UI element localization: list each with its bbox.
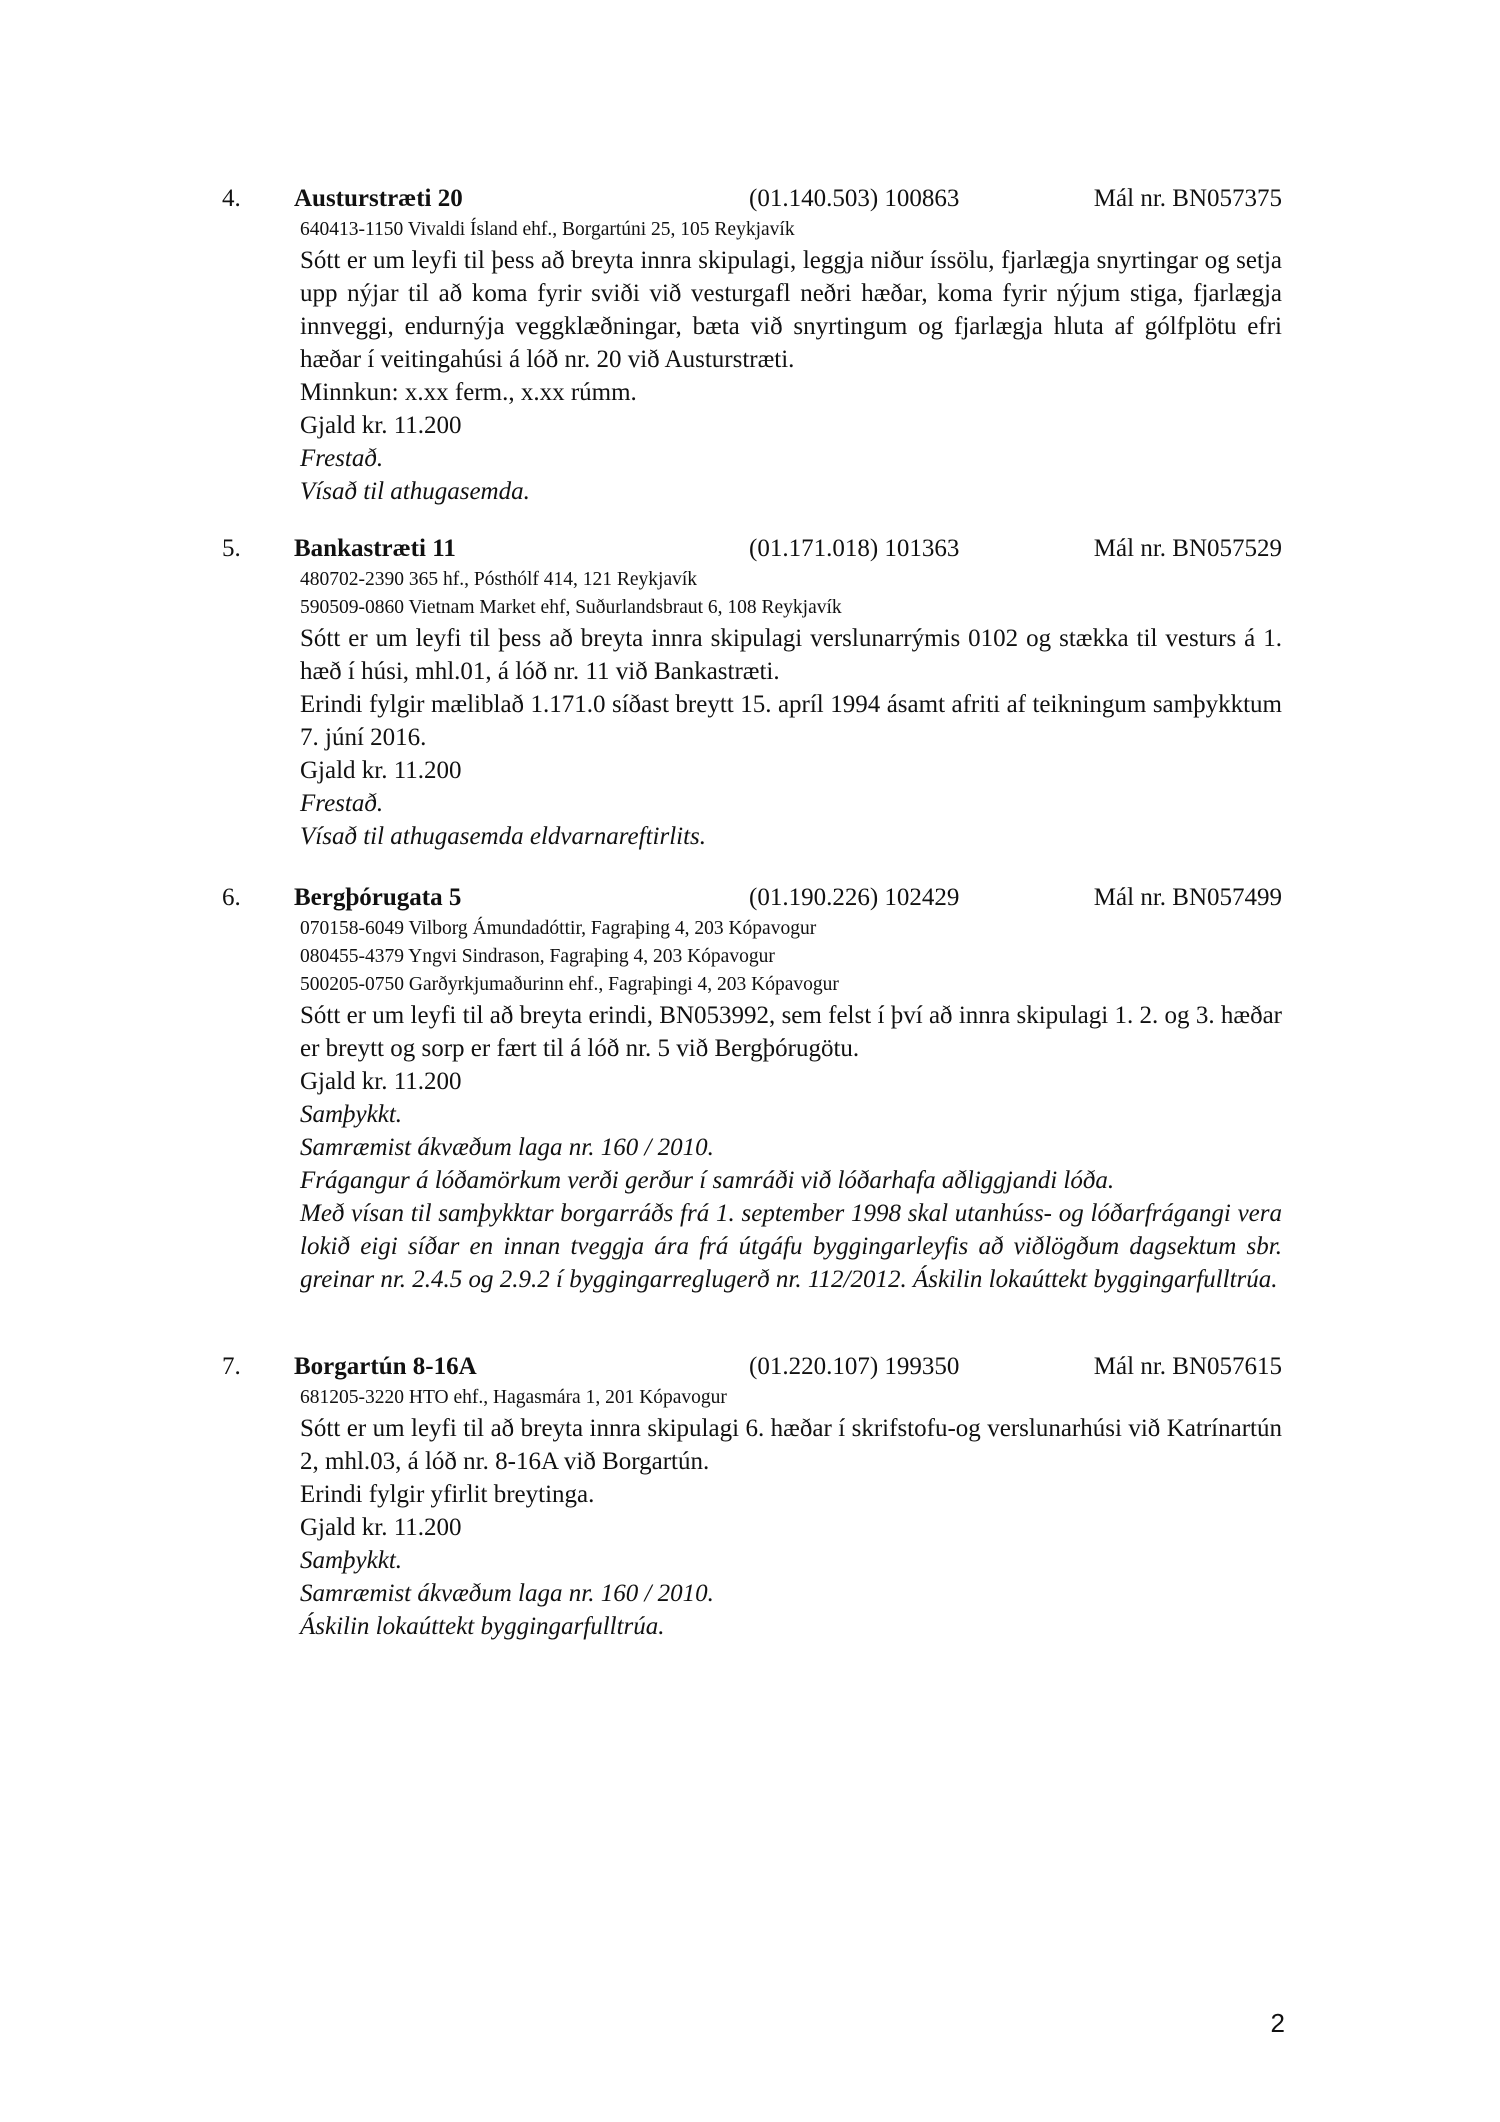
case-note: Erindi fylgir mæliblað 1.171.0 síðast breytt 15. apríl 1994 ásamt afriti af teikningum samþykktum 7. júní 2016. [300,691,1282,751]
case-id: Mál nr. BN057615 [1093,1353,1282,1380]
case-description: Sótt er um leyfi til að breyta innra skipulagi 6. hæðar í skrifstofu-og verslunarhúsi við Katrínartún 2, mhl.03, á lóð nr. 8-16A við Borgartún. [300,1415,1282,1475]
case-note: Erindi fylgir yfirlit breytinga. [300,1481,595,1508]
case-decision: Áskilin lokaúttekt byggingarfulltrúa. [300,1613,665,1640]
case-number: 7. [222,1353,241,1380]
case-fee: Gjald kr. 11.200 [300,412,462,439]
case-decision: Vísað til athugasemda. [300,478,530,505]
case-body [300,216,1282,508]
applicant-line: 640413-1150 Vivaldi Ísland ehf., Borgartúni 25, 105 Reykjavík [300,219,795,240]
case-decision: Frestað. [300,445,384,472]
case-decision: Vísað til athugasemda eldvarnareftirlits. [300,823,707,850]
applicant-line: 500205-0750 Garðyrkjumaðurinn ehf., Fagraþingi 4, 203 Kópavogur [300,974,839,995]
case-fee: Gjald kr. 11.200 [300,1514,462,1541]
case-description: Sótt er um leyfi til þess að breyta innra skipulagi, leggja niður íssölu, fjarlægja snyrtingar og setja upp nýjar til að koma fyrir sviði við vesturgafl neðri hæðar, koma fyrir nýjum stiga, fjarlægja innveggi, endurnýja veggklæðningar, bæta við snyrtingum og fjarlægja hluta af gólfplötu efri hæðar í veitingahúsi á lóð nr. 20 við Austurstræti. [300,247,1282,373]
case-header [222,881,1282,915]
case-decision: Frestað. [300,790,384,817]
applicant-line: 480702-2390 365 hf., Pósthólf 414, 121 Reykjavík [300,569,698,590]
case-id: Mál nr. BN057499 [1093,884,1282,911]
case-entry [222,182,1282,508]
case-body [300,915,1282,1296]
case-street: Bankastræti 11 [294,535,456,562]
applicant-line: 681205-3220 HTO ehf., Hagasmára 1, 201 Kópavogur [300,1387,727,1408]
applicant-line: 590509-0860 Vietnam Market ehf, Suðurlandsbraut 6, 108 Reykjavík [300,597,842,618]
case-fee: Gjald kr. 11.200 [300,1068,462,1095]
case-body [300,1384,1282,1643]
case-decision: Samræmist ákvæðum laga nr. 160 / 2010. [300,1580,714,1607]
case-header [222,532,1282,566]
case-entry [222,1350,1282,1643]
case-decision: Frágangur á lóðamörkum verði gerður í samráði við lóðarhafa aðliggjandi lóða. [300,1167,1115,1194]
case-street: Austurstræti 20 [294,185,463,212]
case-number: 6. [222,884,241,911]
case-header [222,1350,1282,1384]
case-reference: (01.171.018) 101363 [749,535,960,562]
case-note: Minnkun: x.xx ferm., x.xx rúmm. [300,379,637,406]
case-number: 5. [222,535,241,562]
case-entry [222,532,1282,853]
case-reference: (01.190.226) 102429 [749,884,960,911]
case-description: Sótt er um leyfi til þess að breyta innra skipulagi verslunarrýmis 0102 og stækka til vesturs á 1. hæð í húsi, mhl.01, á lóð nr. 11 við Bankastræti. [300,625,1282,685]
page-number: 2 [1270,2008,1285,2038]
case-body [300,566,1282,853]
case-entry [222,881,1282,1296]
case-description: Sótt er um leyfi til að breyta erindi, BN053992, sem felst í því að innra skipulagi 1. 2. og 3. hæðar er breytt og sorp er fært til á lóð nr. 5 við Bergþórugötu. [300,1002,1282,1062]
case-id: Mál nr. BN057375 [1093,185,1282,212]
case-fee: Gjald kr. 11.200 [300,757,462,784]
case-number: 4. [222,185,241,212]
case-reference: (01.140.503) 100863 [749,185,960,212]
case-reference: (01.220.107) 199350 [749,1353,960,1380]
case-decision: Samþykkt. [300,1547,403,1574]
applicant-line: 070158-6049 Vilborg Ámundadóttir, Fagraþing 4, 203 Kópavogur [300,918,817,939]
case-decision: Með vísan til samþykktar borgarráðs frá 1. september 1998 skal utanhúss- og lóðarfrágangi vera lokið eigi síðar en innan tveggja ára frá útgáfu byggingarleyfis að viðlögðum dagsektum sbr. greinar nr. 2.4.5 og 2.9.2 í byggingarreglugerð nr. 112/2012. Áskilin lokaúttekt byggingarfulltrúa. [300,1200,1282,1293]
case-id: Mál nr. BN057529 [1093,535,1282,562]
applicant-line: 080455-4379 Yngvi Sindrason, Fagraþing 4, 203 Kópavogur [300,946,775,967]
case-street: Borgartún 8-16A [294,1353,477,1380]
case-header [222,182,1282,216]
case-decision: Samþykkt. [300,1101,403,1128]
case-decision: Samræmist ákvæðum laga nr. 160 / 2010. [300,1134,714,1161]
case-street: Bergþórugata 5 [294,884,462,911]
